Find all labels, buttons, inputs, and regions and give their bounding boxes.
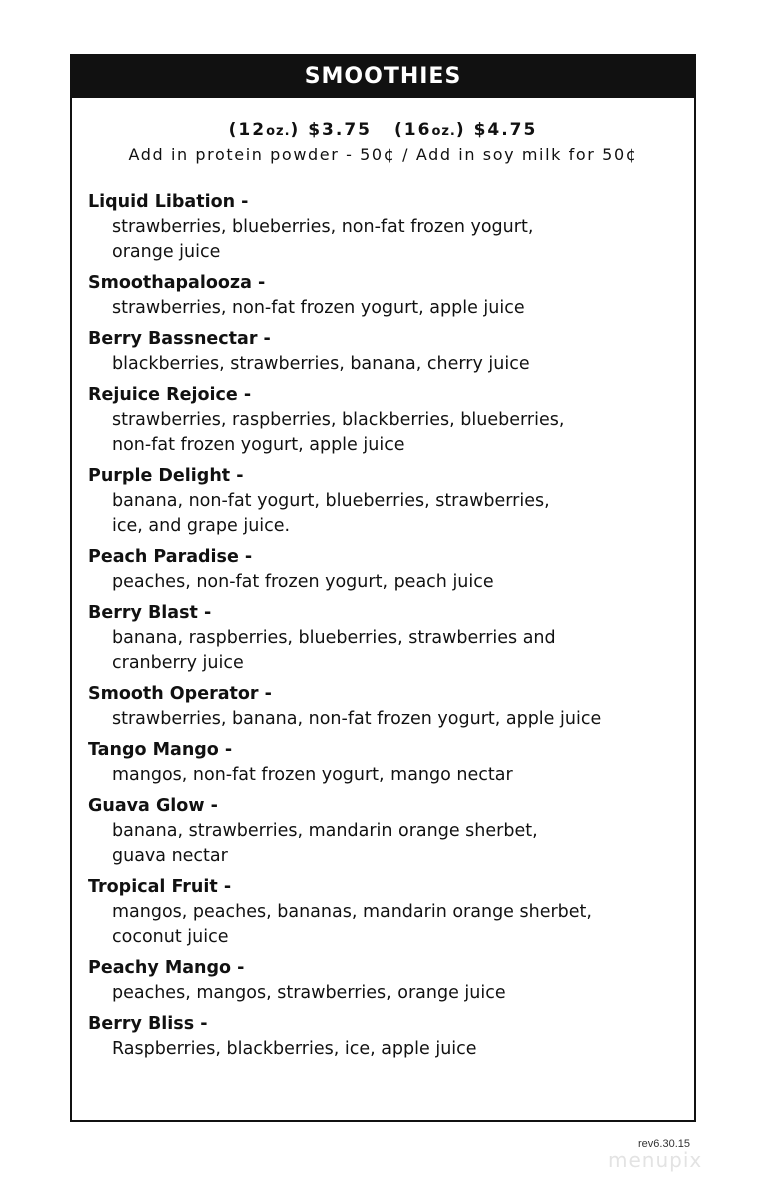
- small-size-price: ) $3.75: [290, 120, 372, 140]
- menu-item-description: peaches, mangos, strawberries, orange juice: [112, 983, 506, 1003]
- menu-item-description: blackberries, strawberries, banana, cherry juice: [112, 354, 530, 374]
- menu-item-description: strawberries, blueberries, non-fat frozen yogurt,: [112, 217, 534, 237]
- small-size-unit: oz.: [266, 124, 291, 139]
- small-size-open: (12: [228, 120, 267, 140]
- menu-item: [88, 601, 678, 676]
- menu-item-description: non-fat frozen yogurt, apple juice: [112, 435, 405, 455]
- large-size-unit: oz.: [431, 124, 456, 139]
- menu-item-description: mangos, non-fat frozen yogurt, mango nectar: [112, 765, 513, 785]
- menu-item: [88, 956, 678, 1006]
- menu-item: [88, 1012, 678, 1062]
- menu-item-description: coconut juice: [112, 927, 229, 947]
- menu-item: [88, 794, 678, 869]
- menu-item: [88, 875, 678, 950]
- menu-item-description: cranberry juice: [112, 653, 244, 673]
- menu-item-name: Peach Paradise -: [88, 547, 253, 567]
- size-price-line: [72, 118, 694, 144]
- addon-note: Add in protein powder - 50¢ / Add in soy milk for 50¢: [128, 145, 638, 164]
- menu-item-name: Smoothapalooza -: [88, 273, 266, 293]
- menu-item-description: ice, and grape juice.: [112, 516, 291, 536]
- menu-item: [88, 682, 678, 732]
- menu-item-name: Rejuice Rejoice -: [88, 385, 252, 405]
- menu-section-title: SMOOTHIES: [72, 56, 694, 98]
- menu-item: [88, 464, 678, 539]
- menu-item-description: strawberries, raspberries, blackberries, blueberries,: [112, 410, 565, 430]
- menu-item: [88, 327, 678, 377]
- menu-item-name: Tropical Fruit -: [88, 877, 232, 897]
- pricing-block: [72, 118, 694, 166]
- menu-item-description: banana, raspberries, blueberries, strawberries and: [112, 628, 556, 648]
- menu-item-name: Guava Glow -: [88, 796, 218, 816]
- menu-item-name: Peachy Mango -: [88, 958, 245, 978]
- menu-item-name: Berry Bliss -: [88, 1014, 208, 1034]
- smoothie-list: [88, 190, 678, 1068]
- menu-item-description: banana, non-fat yogurt, blueberries, strawberries,: [112, 491, 550, 511]
- menupix-watermark: menupix: [608, 1148, 703, 1172]
- menu-item: [88, 738, 678, 788]
- menu-item-name: Berry Bassnectar -: [88, 329, 271, 349]
- menu-item-description: banana, strawberries, mandarin orange sherbet,: [112, 821, 538, 841]
- menu-item: [88, 190, 678, 265]
- menu-item-name: Liquid Libation -: [88, 192, 249, 212]
- revision-label: rev6.30.15: [638, 1138, 690, 1150]
- menu-item-description: mangos, peaches, bananas, mandarin orange sherbet,: [112, 902, 592, 922]
- menu-item-name: Tango Mango -: [88, 740, 233, 760]
- menu-item: [88, 383, 678, 458]
- large-size-price: ) $4.75: [455, 120, 538, 140]
- menu-item-name: Purple Delight -: [88, 466, 244, 486]
- menu-item-description: orange juice: [112, 242, 221, 262]
- menu-item-name: Smooth Operator -: [88, 684, 272, 704]
- menu-item-name: Berry Blast -: [88, 603, 212, 623]
- menu-item-description: strawberries, non-fat frozen yogurt, apple juice: [112, 298, 525, 318]
- menu-item-description: Raspberries, blackberries, ice, apple juice: [112, 1039, 477, 1059]
- menu-item-description: strawberries, banana, non-fat frozen yogurt, apple juice: [112, 709, 602, 729]
- menu-item-description: peaches, non-fat frozen yogurt, peach juice: [112, 572, 494, 592]
- menu-item: [88, 271, 678, 321]
- menu-item-description: guava nectar: [112, 846, 228, 866]
- menu-item: [88, 545, 678, 595]
- large-size-open: (16: [394, 120, 432, 140]
